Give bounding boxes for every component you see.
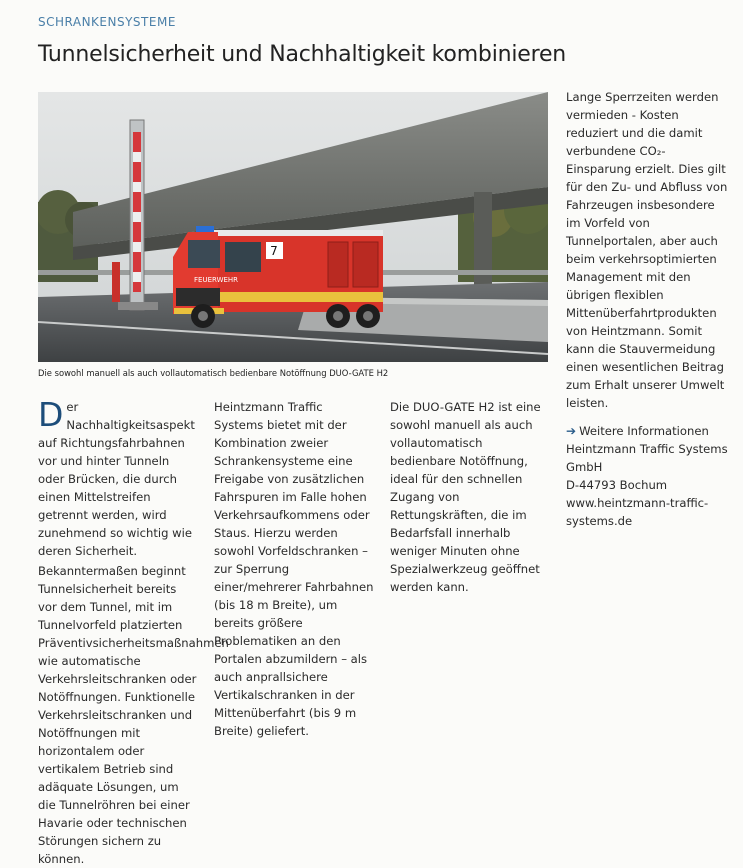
article-photo: [38, 92, 548, 362]
paragraph-4: Die DUO-GATE H2 ist eine sowohl manuell als auch vollautomatisch bedienbare Notöffnung, ideal für den schnellen Zugang von Rettungskräften, die im Bedarfsfall innerhalb weniger Minuten ohne Spezialwerkzeug geöffnet werden kann.: [390, 400, 541, 594]
more-info-label: Weitere Informationen: [579, 424, 709, 438]
dropcap: D: [38, 395, 64, 434]
company-name: Heintzmann Traffic Systems GmbH: [566, 442, 728, 474]
photo-illustration: [38, 92, 548, 362]
article-column-3: [390, 398, 550, 596]
paragraph-5: Lange Sperrzeiten werden vermieden - Kosten reduziert und die damit verbundene CO₂-Einsparung erzielt. Dies gilt für den Zu- und Abfluss von Fahrzeugen insbesondere im Vorfeld von Tunnelportalen, aber auch beim verkehrsoptimierten Management mit den übrigen flexiblen Mittenüberfahrtprodukten von Heintzmann. Somit kann die Stauvermeidung einen wesentlichen Beitrag zum Erhalt unserer Umwelt leisten.: [566, 90, 728, 410]
headline: Tunnelsicherheit und Nachhaltigkeit kombinieren: [38, 42, 567, 67]
article-column-1: [38, 395, 229, 868]
article-column-2: [214, 398, 374, 740]
paragraph-1: er Nachhaltigkeitsaspekt auf Richtungsfahrbahnen vor und hinter Tunneln oder Brücken, die durch einen Mittelstreifen getrennt werden, wird zunehmend so wichtig wie deren Sicherheit.: [38, 400, 195, 558]
company-website[interactable]: www.heintzmann-traffic-systems.de: [566, 496, 709, 528]
section-label: SCHRANKENSYSTEME: [38, 15, 176, 29]
company-address: D-44793 Bochum: [566, 478, 668, 492]
paragraph-3: Heintzmann Traffic Systems bietet mit der Kombination zweier Schrankensysteme eine Freigabe von zusätzlichen Fahrspuren im Falle hohen Verkehrsaufkommens oder Staus. Hierzu werden sowohl Vorfeldschranken – zur Sperrung einer/mehrerer Fahrbahnen (bis 18 m Breite), um bereits größere Problematiken an den Portalen abzumildern – als auch anprallsichere Vertikalschranken in der Mittenüberfahrt (bis 9 m Breite) geliefert.: [214, 400, 374, 738]
arrow-right-icon: ➔: [566, 424, 577, 438]
more-info-block: [566, 422, 728, 530]
article-column-4: [566, 88, 728, 530]
truck-number: 7: [270, 244, 278, 258]
paragraph-2: Bekanntermaßen beginnt Tunnelsicherheit bereits vor dem Tunnel, mit im Tunnelvorfeld platzierten Präventivsicherheitsmaßnahmen wie automatische Verkehrsleitschranken oder Notöffnungen. Funktionelle Verkehrsleitschranken und Notöffnungen mit horizontalem oder vertikalem Betrieb sind adäquate Lösungen, um die Tunnelröhren bei einer Havarie oder technischen Störungen sichern zu können.: [38, 564, 229, 866]
photo-caption: Die sowohl manuell als auch vollautomatisch bedienbare Notöffnung DUO-GATE H2: [38, 368, 389, 378]
truck-label: FEUERWEHR: [194, 276, 239, 284]
